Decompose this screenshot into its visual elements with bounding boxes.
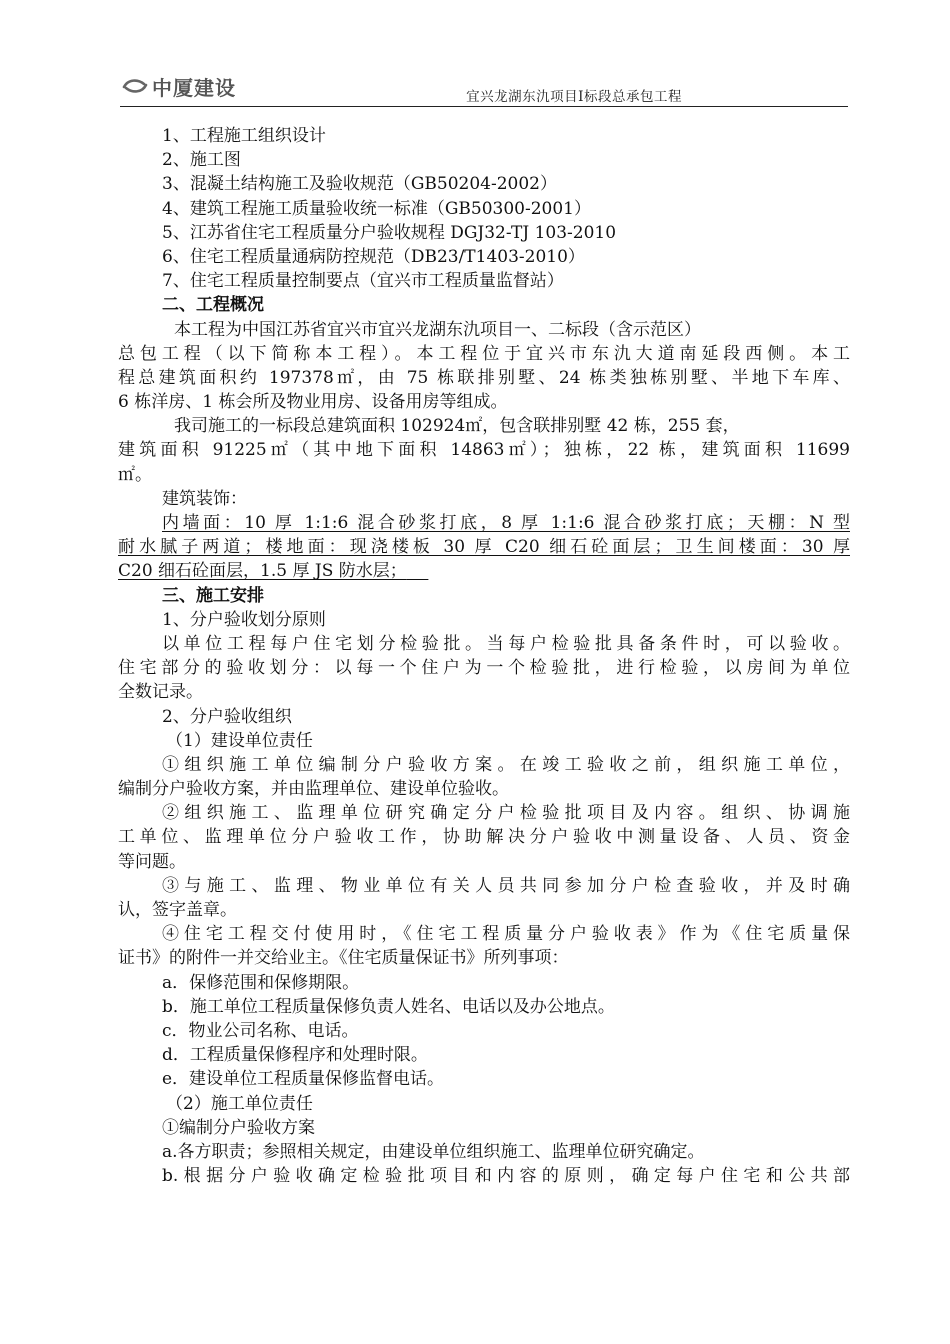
list-item: e．建设单位工程质量保修监督电话。 bbox=[162, 1069, 445, 1090]
decoration-line: 耐水腻子两道；楼地面：现浇楼板 30 厚 C20 细石砼面层；卫生间楼面：30 厚 bbox=[118, 537, 850, 558]
reference-item: 2、施工图 bbox=[162, 150, 241, 171]
logo-swirl-icon bbox=[122, 76, 148, 96]
paragraph-line: 编制分户验收方案，并由监理单位、建设单位验收。 bbox=[118, 779, 509, 800]
paragraph-line: ①组织施工单位编制分户验收方案。在竣工验收之前，组织施工单位， bbox=[162, 754, 850, 775]
list-item: c．物业公司名称、电话。 bbox=[162, 1020, 359, 1041]
document-body bbox=[118, 124, 850, 1188]
page-header bbox=[120, 66, 848, 107]
paragraph-line: ③与施工、监理、物业单位有关人员共同参加分户检查验收，并及时确 bbox=[162, 875, 850, 896]
reference-item: 5、江苏省住宅工程质量分户验收规程 DGJ32-TJ 103-2010 bbox=[162, 222, 617, 243]
header-title: 宜兴龙湖东氿项目Ⅰ标段总承包工程 bbox=[466, 89, 682, 105]
list-item: d．工程质量保修程序和处理时限。 bbox=[162, 1045, 428, 1066]
list-item: b．施工单位工程质量保修负责人姓名、电话以及办公地点。 bbox=[162, 996, 615, 1017]
paragraph-line: 住宅部分的验收划分：以每一个住户为一个检验批，进行检验，以房间为单位 bbox=[118, 658, 850, 679]
paragraph-line: ①编制分户验收方案 bbox=[162, 1117, 315, 1138]
company-logo bbox=[122, 72, 236, 100]
paragraph-line: 证书》的附件一并交给业主。《住宅质量保证书》所列事项： bbox=[118, 948, 569, 969]
paragraph-line: ④住宅工程交付使用时，《住宅工程质量分户验收表》作为《住宅质量保 bbox=[162, 924, 850, 945]
paragraph-line: 全数记录。 bbox=[118, 682, 203, 703]
reference-item: 7、住宅工程质量控制要点（宜兴市工程质量监督站） bbox=[162, 271, 564, 292]
paragraph-line: b.根据分户验收确定检验批项目和内容的原则，确定每户住宅和公共部 bbox=[162, 1166, 850, 1187]
decoration-title: 建筑装饰： bbox=[162, 488, 247, 509]
subsection-title: 1、分户验收划分原则 bbox=[162, 609, 326, 630]
paragraph-line: 以单位工程每户住宅划分检验批。当每户检验批具备条件时，可以验收。 bbox=[162, 633, 850, 654]
decoration-line: 内墙面：10 厚 1:1:6 混合砂浆打底，8 厚 1:1:6 混合砂浆打底；天棚：N 型 bbox=[162, 513, 850, 533]
paragraph-line: 总包工程（以下简称本工程）。本工程位于宜兴市东氿大道南延段西侧。本工 bbox=[118, 343, 850, 364]
paragraph-line: 程总建筑面积约 197378㎡，由 75 栋联排别墅、24 栋类独栋别墅、半地下车库、 bbox=[118, 367, 850, 388]
reference-item: 1、工程施工组织设计 bbox=[162, 126, 326, 146]
paragraph-line: 工单位、监理单位分户验收工作，协助解决分户验收中测量设备、人员、资金 bbox=[118, 827, 850, 848]
decoration-line bbox=[118, 559, 850, 583]
decoration-line-text: C20 细石砼面层，1.5 厚 JS 防水层； bbox=[118, 561, 407, 582]
paragraph-line: ②组织施工、监理单位研究确定分户检验批项目及内容。组织、协调施 bbox=[162, 803, 850, 824]
paragraph-line: 6 栋洋房、1 栋会所及物业用房、设备用房等组成。 bbox=[118, 392, 508, 413]
section-heading-overview: 二、工程概况 bbox=[162, 295, 264, 316]
paragraph-line: ㎡。 bbox=[118, 464, 152, 485]
subsection-title: （2）施工单位责任 bbox=[166, 1093, 313, 1114]
section-heading-arrangement: 三、施工安排 bbox=[162, 585, 264, 606]
reference-item: 3、混凝土结构施工及验收规范（GB50204-2002） bbox=[162, 174, 557, 195]
logo-text: 中厦建设 bbox=[152, 75, 236, 100]
subsection-title: 2、分户验收组织 bbox=[162, 706, 292, 727]
subsection-title: （1）建设单位责任 bbox=[166, 730, 313, 751]
paragraph-line: 等问题。 bbox=[118, 851, 186, 872]
reference-item: 4、建筑工程施工质量验收统一标准（GB50300-2001） bbox=[162, 198, 591, 219]
list-item: a．保修范围和保修期限。 bbox=[162, 972, 360, 993]
paragraph-line: 我司施工的一标段总建筑面积 102924㎡，包含联排别墅 42 栋，255 套， bbox=[174, 416, 740, 437]
paragraph-line: a.各方职责；参照相关规定，由建设单位组织施工、监理单位研究确定。 bbox=[162, 1141, 705, 1162]
paragraph-line: 认，签字盖章。 bbox=[118, 900, 237, 920]
paragraph-line: 本工程为中国江苏省宜兴市宜兴龙湖东氿项目一、二标段（含示范区） bbox=[174, 319, 701, 340]
paragraph-line: 建筑面积 91225㎡（其中地下面积 14863㎡）；独栋，22 栋，建筑面积 11699 bbox=[118, 440, 850, 461]
reference-item: 6、住宅工程质量通病防控规范（DB23/T1403-2010） bbox=[162, 246, 585, 267]
